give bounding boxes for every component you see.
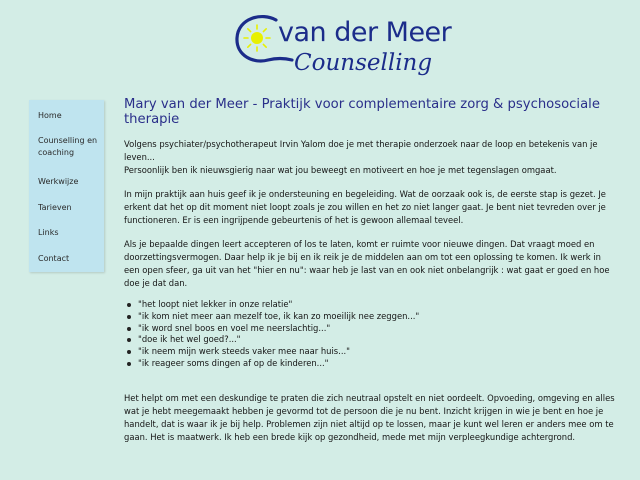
list-item: "ik neem mijn werk steeds vaker mee naar huis..." bbox=[138, 346, 619, 358]
list-item: "ik kom niet meer aan mezelf toe, ik kan zo moeilijk nee zeggen..." bbox=[138, 311, 619, 323]
intro-paragraph: Volgens psychiater/psychotherapeut Irvin Yalom doe je met therapie onderzoek naar de loop en betekenis van je leven... bbox=[124, 139, 598, 162]
nav-item-contact[interactable]: Contact bbox=[38, 254, 70, 263]
intro-paragraph-2: Persoonlijk ben ik nieuwsgierig naar wat jou beweegt en motiveert en hoe je met tegenslagen omgaat. bbox=[124, 165, 557, 175]
logo-subtitle: Counselling bbox=[294, 50, 433, 76]
logo-name: van der Meer bbox=[278, 17, 452, 48]
nav-item-counselling[interactable]: Counselling en coaching bbox=[38, 136, 98, 157]
sidebar-nav bbox=[29, 100, 104, 272]
practice-paragraph: In mijn praktijk aan huis geef ik je ondersteuning en begeleiding. Wat de oorzaak ook is, de eerste stap is gezet. Je erkent dat het op dit moment niet loopt zoals je zou willen en het zo niet langer gaat. Je bent niet tevreden over je functioneren. Er is een ingrijpende gebeurtenis of het is gewoon allemaal teveel. bbox=[124, 189, 606, 225]
nav-item-links[interactable]: Links bbox=[38, 228, 59, 237]
quote-list bbox=[124, 299, 619, 370]
list-item: "ik word snel boos en voel me neerslachtig..." bbox=[138, 323, 619, 335]
page-title: Mary van der Meer - Praktijk voor complementaire zorg & psychosociale therapie bbox=[124, 97, 600, 127]
list-item: "doe ik het wel goed?..." bbox=[138, 334, 619, 346]
site-logo[interactable] bbox=[232, 14, 452, 76]
nav-item-tarieven[interactable]: Tarieven bbox=[38, 203, 72, 212]
list-item: "het loopt niet lekker in onze relatie" bbox=[138, 299, 619, 311]
acceptance-paragraph: Als je bepaalde dingen leert accepteren of los te laten, komt er ruimte voor nieuwe dingen. Dat vraagt moed en doorzettingsvermogen. Daar help ik je bij en ik reik je de middelen aan om tot een oplossing te komen. Ik werk in een open sfeer, ga uit van het "hier en nu": waar heb je last van en ook niet onbelangrijk : wat gaat er goed en hoe doe je dat dan. bbox=[124, 239, 610, 288]
list-item: "ik reageer soms dingen af op de kinderen..." bbox=[138, 358, 619, 370]
nav-item-werkwijze[interactable]: Werkwijze bbox=[38, 177, 79, 186]
nav-item-home[interactable]: Home bbox=[38, 111, 62, 120]
approach-paragraph: Het helpt om met een deskundige te praten die zich neutraal opstelt en niet oordeelt. Opvoeding, omgeving en alles wat je hebt meegemaakt hebben je gevormd tot de persoon die je nu bent. Inzicht krijgen in wie je bent en hoe je handelt, dat is waar ik je bij help. Problemen zijn niet altijd op te lossen, maar je kunt wel leren er anders mee om te gaan. Het is maatwerk. Ik heb een brede kijk op gezondheid, mede met mijn verpleegkundige achtergrond. bbox=[124, 392, 615, 442]
main-content bbox=[124, 97, 619, 444]
